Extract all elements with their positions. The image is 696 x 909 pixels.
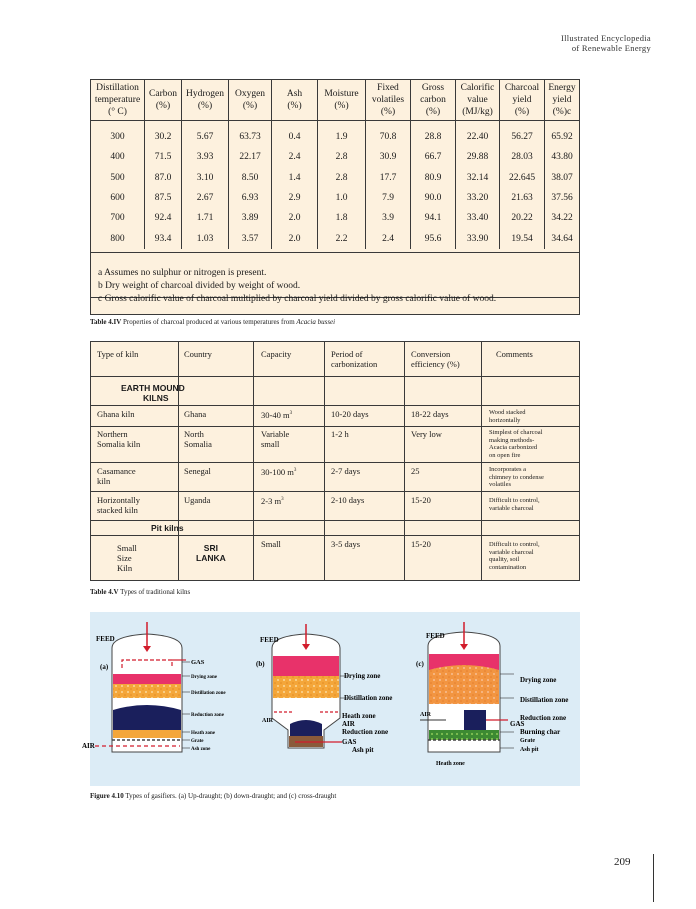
heath-zone-label: Heath zone — [342, 712, 376, 720]
caption-label: Table 4.IV — [90, 318, 122, 326]
table-cell: 1.03 — [182, 228, 229, 248]
ash-zone-label: Ash zone — [191, 747, 211, 752]
table-cell: 93.4 — [145, 228, 182, 248]
air-label: AIR — [82, 742, 95, 750]
table-cell: 18-22 days — [411, 409, 449, 419]
table-cell: 22.40 — [456, 121, 500, 148]
reduction-zone-band — [464, 710, 486, 730]
table-cell: 1.8 — [318, 208, 366, 228]
reduction-zone-band — [290, 720, 322, 736]
table-cell: 800 — [91, 228, 145, 248]
table-cell: 28.8 — [411, 121, 456, 148]
table-cell: 22.17 — [229, 147, 272, 167]
caption-label: Table 4.V — [90, 588, 119, 596]
table-cell: 500 — [91, 168, 145, 188]
table-cell: 700 — [91, 208, 145, 228]
caption-species: Acacia bussei — [296, 318, 336, 326]
table-cell: 94.1 — [411, 208, 456, 228]
gasifier-diagram — [82, 612, 580, 786]
table-cell: Senegal — [184, 466, 211, 476]
table-cell: 92.4 — [145, 208, 182, 228]
table-row — [91, 121, 579, 148]
ash-pit-label: Ash pit — [352, 746, 374, 754]
table-cell: 37.56 — [551, 193, 573, 204]
column-header: Hydrogen (%) — [182, 80, 229, 121]
updraught-gasifier — [82, 622, 226, 752]
table-cell: 15-20 — [411, 539, 431, 549]
table-cell: 65.92 — [551, 132, 573, 143]
table-cell: 95.6 — [411, 228, 456, 248]
column-header: Energy yield (%)c — [545, 80, 580, 121]
table-cell: SRI LANKA — [196, 543, 226, 563]
table-cell: 80.9 — [411, 168, 456, 188]
table-cell: 19.54 — [500, 228, 545, 248]
column-header: Capacity — [261, 349, 292, 359]
table-row — [91, 188, 579, 208]
charcoal-properties-table — [90, 79, 580, 315]
caption-text: Types of gasifiers. (a) Up-draught; (b) down-draught; and (c) cross-draught — [125, 792, 337, 800]
reduction-zone-label: Reduction zone — [342, 728, 389, 736]
table-cell: 33.20 — [456, 188, 500, 208]
distillation-zone-label: Distillation zone — [520, 696, 569, 704]
distillation-zone-label: Distillation zone — [191, 691, 226, 696]
table-cell: 22.645 — [500, 168, 545, 188]
panel-letter: (a) — [100, 663, 109, 671]
column-header: Period of carbonization — [331, 349, 378, 369]
column-header: Country — [184, 349, 212, 359]
page-number: 209 — [614, 856, 631, 868]
table-cell: 8.50 — [229, 168, 272, 188]
distillation-zone-label: Distillation zone — [344, 694, 393, 702]
table-cell: 90.0 — [411, 188, 456, 208]
table-row — [91, 168, 579, 188]
table-cell: 3.9 — [366, 208, 411, 228]
downdraught-gasifier — [256, 624, 392, 754]
table-cell: 2.8 — [318, 168, 366, 188]
table-cell: Northern Somalia kiln — [97, 429, 141, 449]
table-cell: 5.67 — [182, 121, 229, 148]
footnote-b: b Dry weight of charcoal divided by weight of wood. — [98, 281, 301, 291]
table-cell: 15-20 — [411, 495, 431, 505]
table-cell: 400 — [91, 147, 145, 167]
grate-label: Grate — [520, 738, 535, 744]
table-cell: 87.0 — [145, 168, 182, 188]
table-cell: 10-20 days — [331, 409, 369, 419]
heath-zone-band — [273, 698, 339, 716]
traditional-kilns-table — [90, 341, 580, 581]
distillation-zone-band — [273, 676, 339, 700]
caption-label: Figure 4.10 — [90, 792, 124, 800]
column-header: Charcoal yield (%) — [500, 80, 545, 121]
column-header: Calorific value (MJ/kg) — [456, 80, 500, 121]
column-header: Oxygen (%) — [229, 80, 272, 121]
table-cell: 30-40 $m^3$ — [261, 409, 293, 420]
running-header-line-2: of Renewable Energy — [571, 43, 651, 53]
table-cell: 3.89 — [229, 208, 272, 228]
margin-rule — [653, 854, 654, 902]
table-cell: 3.57 — [229, 228, 272, 248]
table-cell: Difficult to control, variable charcoal — [489, 497, 540, 512]
table-cell: 66.7 — [411, 147, 456, 167]
reduction-zone-band — [113, 705, 181, 730]
table-cell: 32.14 — [456, 168, 500, 188]
column-header: Type of kiln — [97, 349, 139, 359]
table-cell: Horizontally stacked kiln — [97, 495, 140, 515]
drying-zone-label: Drying zone — [191, 675, 217, 680]
ash-pit-band — [429, 742, 499, 751]
table-cell: 2.0 — [272, 208, 318, 228]
table-cell: 43.80 — [551, 152, 573, 163]
drying-zone-label: Drying zone — [520, 676, 557, 684]
table-cell: 3-5 days — [331, 539, 361, 549]
table-cell: Incorporates a chimney to condense volatiles — [489, 466, 544, 488]
air-label: AIR — [420, 712, 432, 718]
distillation-zone-band — [113, 684, 181, 698]
reduction-zone-label: Reduction zone — [520, 714, 567, 722]
panel-letter: (c) — [416, 660, 424, 668]
table-cell: 30-100 $m^3$ — [261, 466, 297, 477]
table-cell: 3.93 — [182, 147, 229, 167]
heath-zone-band — [113, 730, 181, 738]
table-cell: 30.9 — [366, 147, 411, 167]
table-cell: 20.22 — [500, 208, 545, 228]
table-cell: 600 — [91, 188, 145, 208]
table-cell: 38.07 — [551, 172, 573, 183]
column-header: Carbon (%) — [145, 80, 182, 121]
column-header: Fixed volatiles (%) — [366, 80, 411, 121]
table-cell: 3.10 — [182, 168, 229, 188]
table-cell: 2-3 $m^3$ — [261, 495, 284, 506]
caption-text: Types of traditional kilns — [120, 588, 191, 596]
table-cell: Small — [261, 539, 281, 549]
figure-caption — [90, 792, 336, 800]
table-cell: 34.22 — [551, 213, 573, 224]
table-cell: 7.9 — [366, 188, 411, 208]
table-cell: 71.5 — [145, 147, 182, 167]
table-cell: 63.73 — [229, 121, 272, 148]
feed-label: FEED — [260, 636, 279, 644]
table-cell: Simplest of charcoal making methods- Acacia carbonized on open fire — [489, 429, 543, 459]
table-caption — [90, 318, 335, 326]
table-cell: 2.4 — [366, 228, 411, 248]
table-cell: 17.7 — [366, 168, 411, 188]
column-header: Distillation temperature (° C) — [91, 80, 145, 121]
column-header: Comments — [496, 349, 533, 359]
drying-zone-band — [273, 656, 339, 676]
table-cell: 56.27 — [500, 121, 545, 148]
table-cell: 1.0 — [318, 188, 366, 208]
table-body — [91, 121, 579, 249]
burning-char-label: Burning char — [520, 728, 561, 736]
column-header: Moisture (%) — [318, 80, 366, 121]
feed-label: FEED — [96, 635, 115, 643]
table-cell: 2.67 — [182, 188, 229, 208]
table-cell: Ghana kiln — [97, 409, 135, 419]
table-cell: North Somalia — [184, 429, 212, 449]
table-cell: 300 — [91, 121, 145, 148]
column-header: Gross carbon (%) — [411, 80, 456, 121]
table-cell: 2-10 days — [331, 495, 365, 505]
table-cell: Very low — [411, 429, 442, 439]
running-header-line-1: Illustrated Encyclopedia — [560, 33, 651, 43]
footnote-a: a Assumes no sulphur or nitrogen is present. — [98, 268, 267, 278]
gas-label: GAS — [342, 738, 357, 746]
table-cell: 70.8 — [366, 121, 411, 148]
table-header-row — [91, 80, 579, 121]
table-cell: 1.71 — [182, 208, 229, 228]
panel-letter: (b) — [256, 660, 265, 668]
footnote-c: c Gross calorific value of charcoal multiplied by charcoal yield divided by gross calorific value of wood. — [98, 294, 497, 304]
table-cell: Uganda — [184, 495, 211, 505]
table-row — [91, 147, 579, 167]
table-cell: 2.4 — [272, 147, 318, 167]
table-cell: 87.5 — [145, 188, 182, 208]
burning-char-band — [429, 730, 499, 740]
gasifier-figure — [82, 612, 580, 786]
table-cell: 2-7 days — [331, 466, 361, 476]
table-cell: Ghana — [184, 409, 207, 419]
table-cell: 2.8 — [318, 147, 366, 167]
table-cell: 34.64 — [551, 233, 573, 244]
feed-label: FEED — [426, 632, 445, 640]
table-cell: 30.2 — [145, 121, 182, 148]
table-cell: 0.4 — [272, 121, 318, 148]
gas-label: GAS — [191, 659, 205, 666]
table-cell: Wood stacked horizontally — [489, 409, 526, 424]
table-cell: Small Size Kiln — [117, 543, 137, 573]
column-header: Conversion efficiency (%) — [411, 349, 460, 369]
air-label-left: AIR — [262, 718, 274, 724]
table-cell: 25 — [411, 466, 420, 476]
reduction-zone-label: Reduction zone — [191, 713, 224, 718]
column-header: Ash (%) — [272, 80, 318, 121]
air-label-right: AIR — [342, 720, 355, 728]
table-cell: 33.40 — [456, 208, 500, 228]
table-cell: 2.0 — [272, 228, 318, 248]
table-cell: Casamance kiln — [97, 466, 136, 486]
drying-zone-label: Drying zone — [344, 672, 381, 680]
table-cell: 2.9 — [272, 188, 318, 208]
table-cell: Variable small — [261, 429, 290, 449]
crossdraught-gasifier — [416, 622, 568, 767]
ash-pit-label: Ash pit — [520, 747, 539, 753]
grate-label: Grate — [191, 739, 204, 744]
table-cell: 33.90 — [456, 228, 500, 248]
table-cell: 1-2 h — [331, 429, 349, 439]
table-row — [91, 228, 579, 248]
table-cell: Difficult to control, variable charcoal quality, soil contamination — [489, 541, 540, 571]
heath-zone-label: Heath zone — [191, 731, 216, 736]
table-cell: 2.2 — [318, 228, 366, 248]
gas-label: GAS — [510, 720, 525, 728]
table-cell: 1.4 — [272, 168, 318, 188]
table-caption — [90, 588, 190, 596]
table-cell: 28.03 — [500, 147, 545, 167]
section-heading-pit-kilns: Pit kilns — [151, 523, 184, 533]
table-cell: 6.93 — [229, 188, 272, 208]
table-cell: 1.9 — [318, 121, 366, 148]
caption-text: Properties of charcoal produced at various temperatures from — [123, 318, 295, 326]
table-cell: 29.88 — [456, 147, 500, 167]
table-row — [91, 208, 579, 228]
section-heading-earth-mound: EARTH MOUND KILNS — [121, 383, 185, 403]
distillation-zone-band — [429, 665, 499, 704]
heath-zone-label: Heath zone — [436, 761, 465, 767]
table-cell: 21.63 — [500, 188, 545, 208]
